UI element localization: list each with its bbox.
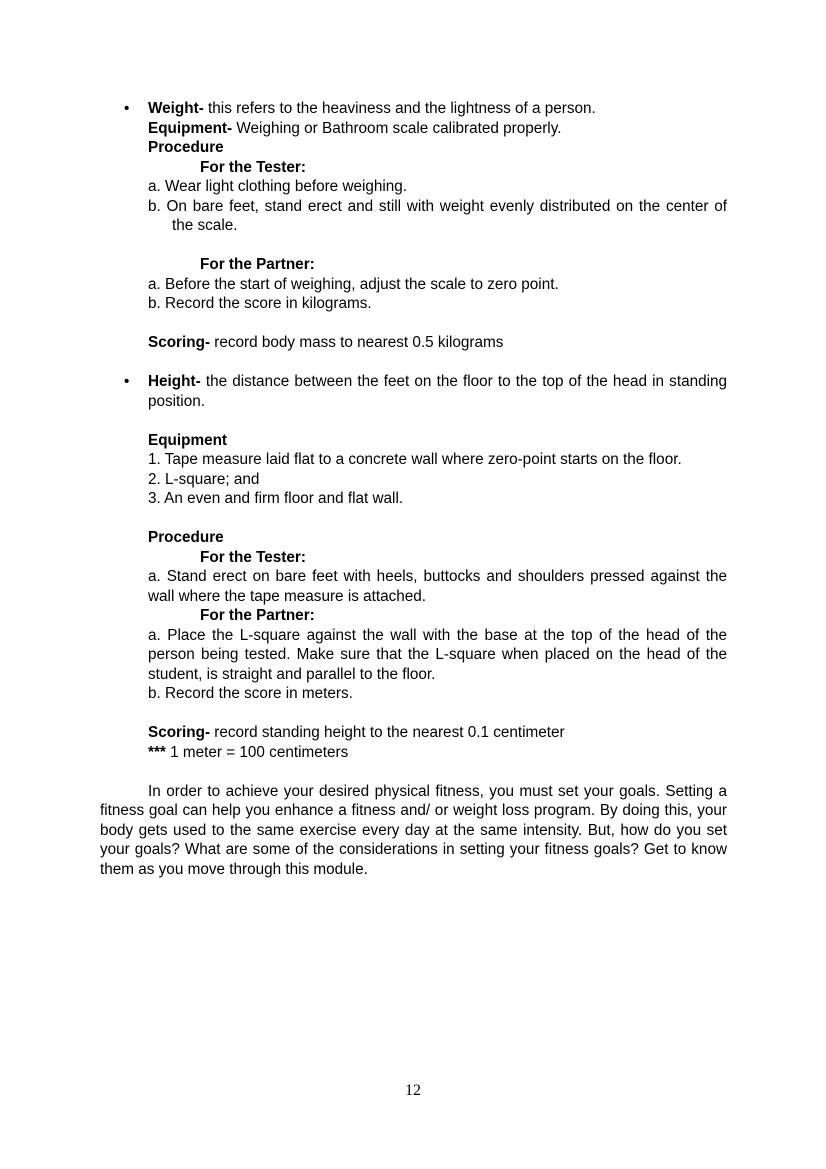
height-scoring-label: Scoring- [148, 724, 211, 741]
weight-tester-step-a: a. Wear light clothing before weighing. [148, 178, 408, 195]
weight-scoring-label: Scoring- [148, 334, 211, 351]
height-equipment-item-2: 2. L-square; and [148, 470, 260, 488]
page-number: 12 [405, 1082, 421, 1099]
height-partner-heading: For the Partner: [200, 607, 315, 624]
spacer [100, 762, 727, 782]
bullet-icon: • [124, 100, 130, 117]
height-definition-text: the distance between the feet on the floor to the top of the head in standing position. [148, 373, 727, 410]
height-term: Height- [148, 373, 201, 390]
height-section [100, 372, 727, 762]
height-definition-line [148, 372, 727, 411]
spacer [148, 314, 727, 334]
spacer [148, 411, 727, 431]
spacer [148, 509, 727, 529]
spacer [148, 704, 727, 724]
weight-equipment-line [148, 119, 727, 139]
weight-equipment-label: Equipment- [148, 119, 233, 137]
weight-definition-line [148, 99, 727, 119]
height-conversion-note [148, 743, 727, 763]
weight-partner-step-a: a. Before the start of weighing, adjust the scale to zero point. [148, 275, 559, 293]
weight-partner-step-b: b. Record the score in kilograms. [148, 295, 372, 312]
note-marker: *** [148, 743, 166, 761]
weight-tester-step-b: b. On bare feet, stand erect and still with weight evenly distributed on the center of the scale. [148, 197, 727, 234]
height-partner-step-a: a. Place the L-square against the wall with the base at the top of the head of the person being tested. Make sure that the L-square when placed on the head of the student, is straight and parallel to the floor. [148, 626, 727, 683]
bullet-icon: • [124, 373, 130, 390]
spacer [148, 236, 727, 256]
weight-tester-heading: For the Tester: [200, 158, 306, 176]
height-equipment-heading: Equipment [148, 431, 228, 449]
height-tester-heading: For the Tester: [200, 548, 306, 566]
weight-equipment-text: Weighing or Bathroom scale calibrated properly. [232, 119, 562, 137]
weight-scoring-line [148, 333, 727, 353]
height-partner-step-b: b. Record the score in meters. [148, 685, 353, 702]
weight-procedure-heading: Procedure [148, 139, 224, 156]
weight-definition-text: this refers to the heaviness and the lightness of a person. [203, 100, 596, 117]
height-procedure-heading: Procedure [148, 529, 224, 546]
closing-paragraph: In order to achieve your desired physical fitness, you must set your goals. Setting a fitness goal can help you enhance a fitness and/ or weight loss program. By doing this, your body gets used to the same exercise every day at the same intensity. But, how do you set your goals? What are some of the considerations in setting your fitness goals? Get to know them as you move through this module. [100, 782, 727, 878]
weight-partner-heading: For the Partner: [200, 256, 315, 273]
weight-section [100, 99, 727, 353]
page-content [100, 99, 727, 879]
height-scoring-line [148, 723, 727, 743]
height-equipment-item-3: 3. An even and firm floor and flat wall. [148, 490, 404, 507]
weight-scoring-text: record body mass to nearest 0.5 kilograms [210, 334, 504, 351]
height-scoring-text: record standing height to the nearest 0.1 centimeter [210, 724, 565, 741]
note-text: 1 meter = 100 centimeters [165, 743, 349, 761]
weight-term: Weight- [148, 100, 204, 117]
height-equipment-item-1: 1. Tape measure laid flat to a concrete wall where zero-point starts on the floor. [148, 451, 682, 468]
spacer [100, 353, 727, 373]
height-tester-step-a: a. Stand erect on bare feet with heels, buttocks and shoulders pressed against the wall where the tape measure is attached. [148, 568, 727, 605]
